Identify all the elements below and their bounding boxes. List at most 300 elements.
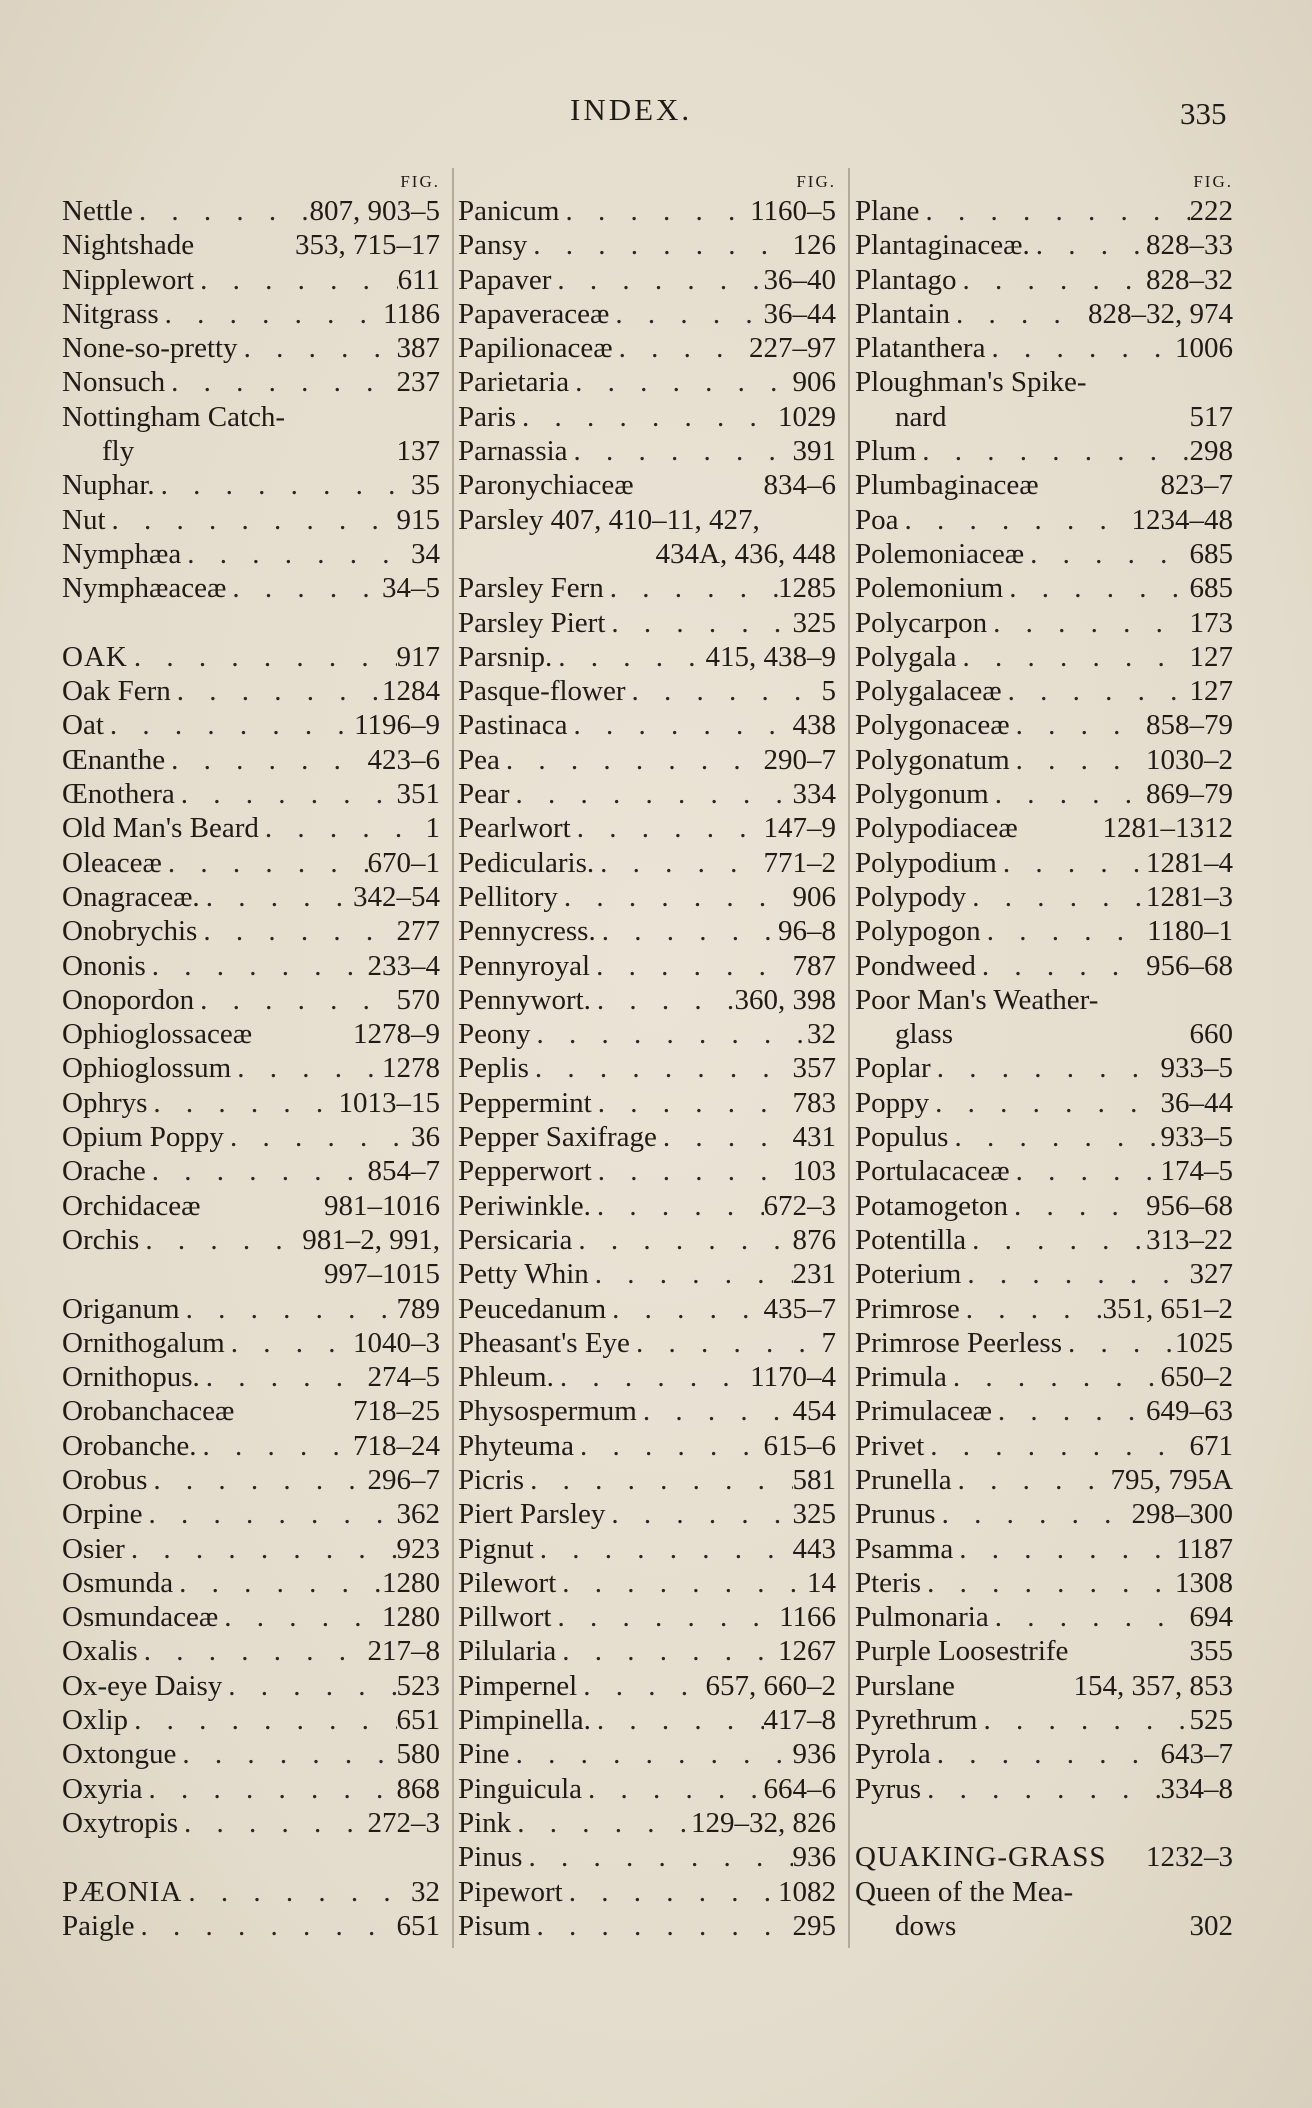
entry-term: Papaver xyxy=(458,263,552,296)
leader-dots xyxy=(1062,1326,1175,1360)
entry-term: Pilularia xyxy=(458,1635,557,1668)
leader-dots xyxy=(1030,228,1146,262)
entry-figure-refs: 272–3 xyxy=(367,1806,440,1839)
leader-dots xyxy=(226,571,382,605)
entry-figure-refs: 227–97 xyxy=(749,332,836,365)
index-entry xyxy=(62,1326,440,1360)
entry-term: Pastinaca xyxy=(458,709,568,742)
leader-dots xyxy=(238,331,397,365)
entry-figure-refs: 643–7 xyxy=(1160,1738,1233,1771)
entry-term: PÆONIA xyxy=(62,1875,183,1908)
entry-term: Oak Fern xyxy=(62,675,171,708)
index-entry xyxy=(62,400,440,434)
leader-dots xyxy=(552,640,705,674)
index-entry xyxy=(458,1223,836,1257)
index-entry xyxy=(62,880,440,914)
entry-figure-refs: 906 xyxy=(792,366,836,399)
entry-term: Poa xyxy=(855,503,899,536)
index-entry xyxy=(62,263,440,297)
entry-figure-refs: 423–6 xyxy=(367,743,440,776)
entry-term: Polygalaceæ xyxy=(855,675,1002,708)
entry-term: Nuphar. xyxy=(62,469,155,502)
entry-figure-refs: 302 xyxy=(1189,1909,1233,1942)
index-entry xyxy=(458,468,836,502)
entry-figure-refs: 828–32, 974 xyxy=(1088,297,1233,330)
entry-figure-refs: 523 xyxy=(396,1669,440,1702)
entry-term: Œnothera xyxy=(62,778,175,811)
leader-dots xyxy=(987,606,1189,640)
index-column-3 xyxy=(855,170,1233,1943)
index-entry xyxy=(458,1394,836,1428)
leader-dots xyxy=(200,1360,368,1394)
entry-figure-refs: 34 xyxy=(411,537,440,570)
entry-figure-refs: 127 xyxy=(1189,675,1233,708)
entry-term: Pear xyxy=(458,778,510,811)
entry-term: Privet xyxy=(855,1429,925,1462)
index-entry xyxy=(62,1600,440,1634)
entry-figure-refs: 858–79 xyxy=(1146,709,1233,742)
index-entry xyxy=(458,983,836,1017)
column-divider xyxy=(452,168,454,1948)
index-entry xyxy=(855,503,1233,537)
entry-figure-refs: 415, 438–9 xyxy=(705,640,836,673)
entry-term: Populus xyxy=(855,1121,949,1154)
entry-figure-refs: 36–44 xyxy=(763,297,836,330)
entry-term: Osmunda xyxy=(62,1566,174,1599)
index-entry xyxy=(62,1703,440,1737)
index-entry xyxy=(62,846,440,880)
entry-figure-refs: 1280 xyxy=(382,1601,440,1634)
entry-term: Physospermum xyxy=(458,1395,637,1428)
index-entry xyxy=(855,1017,1233,1051)
entry-figure-refs: 1278–9 xyxy=(353,1018,440,1051)
index-entry xyxy=(458,1292,836,1326)
entry-figure-refs: 34–5 xyxy=(382,572,440,605)
entry-figure-refs: 298 xyxy=(1189,435,1233,468)
entry-term: Ornithogalum xyxy=(62,1326,225,1359)
index-entry xyxy=(855,1429,1233,1463)
index-entry xyxy=(458,571,836,605)
entry-figure-refs: 917 xyxy=(396,640,440,673)
entry-figure-refs: 981–1016 xyxy=(324,1189,440,1222)
entry-figure-refs: 1186 xyxy=(383,297,440,330)
leader-dots xyxy=(609,297,763,331)
entry-figure-refs: 129–32, 826 xyxy=(691,1806,836,1839)
index-entry xyxy=(62,949,440,983)
leader-dots xyxy=(960,1292,1103,1326)
index-entry xyxy=(62,1017,440,1051)
entry-figure-refs: 351, 651–2 xyxy=(1102,1292,1233,1325)
entry-figure-refs: 274–5 xyxy=(367,1361,440,1394)
entry-term: glass xyxy=(895,1018,953,1051)
leader-dots xyxy=(556,1634,778,1668)
index-entry xyxy=(855,1463,1233,1497)
entry-figure-refs: 936 xyxy=(792,1841,836,1874)
entry-term: Pine xyxy=(458,1738,510,1771)
leader-dots xyxy=(146,949,368,983)
entry-term: Polygonum xyxy=(855,778,989,811)
entry-figure-refs: 1308 xyxy=(1175,1566,1233,1599)
index-entry xyxy=(458,1806,836,1840)
leader-dots xyxy=(534,1532,793,1566)
leader-dots xyxy=(577,1669,705,1703)
entry-term: Nottingham Catch- xyxy=(62,400,286,433)
entry-figure-refs: 933–5 xyxy=(1160,1052,1233,1085)
leader-dots xyxy=(180,1292,397,1326)
leader-dots xyxy=(916,434,1189,468)
entry-term: Pisum xyxy=(458,1909,531,1942)
index-entry xyxy=(458,537,836,571)
entry-term: Parsley 407, 410–11, 427, xyxy=(458,503,760,536)
entry-term: Oat xyxy=(62,709,104,742)
entry-term: Poppy xyxy=(855,1086,930,1119)
entry-term: nard xyxy=(895,400,947,433)
entry-term: Parietaria xyxy=(458,366,570,399)
entry-figure-refs: 906 xyxy=(792,880,836,913)
leader-dots xyxy=(606,1292,763,1326)
entry-term: Panicum xyxy=(458,195,560,227)
entry-figure-refs: 233–4 xyxy=(367,949,440,982)
entry-term: Old Man's Beard xyxy=(62,812,259,845)
entry-term: Prunella xyxy=(855,1463,952,1496)
entry-figure-refs: 174–5 xyxy=(1160,1155,1233,1188)
entry-term: Polemoniaceæ xyxy=(855,537,1025,570)
entry-figure-refs: 694 xyxy=(1189,1601,1233,1634)
entry-figure-refs: 611 xyxy=(397,263,440,296)
entry-term: Pyrus xyxy=(855,1772,922,1805)
entry-term: Oxtongue xyxy=(62,1738,177,1771)
entry-term: Pimpinella. xyxy=(458,1704,591,1737)
entry-figure-refs: 334–8 xyxy=(1160,1772,1233,1805)
leader-dots xyxy=(605,606,792,640)
index-entry xyxy=(855,1600,1233,1634)
entry-term: Onopordon xyxy=(62,983,195,1016)
entry-term: None-so-pretty xyxy=(62,332,238,365)
leader-dots xyxy=(551,263,763,297)
entry-figure-refs: 1284 xyxy=(382,675,440,708)
index-entry xyxy=(855,777,1233,811)
index-entry xyxy=(458,1257,836,1291)
index-entry xyxy=(62,1634,440,1668)
entry-figure-refs: 36 xyxy=(411,1121,440,1154)
index-entry xyxy=(458,846,836,880)
index-entry xyxy=(855,365,1233,399)
entry-figure-refs: 1 xyxy=(425,812,440,845)
leader-dots xyxy=(175,777,397,811)
index-entry xyxy=(855,606,1233,640)
index-entry xyxy=(855,1360,1233,1394)
entry-figure-refs: 14 xyxy=(807,1566,836,1599)
entry-figure-refs: 154, 357, 853 xyxy=(1073,1669,1233,1702)
entry-figure-refs: 355 xyxy=(1189,1635,1233,1668)
entry-figure-refs: 1196–9 xyxy=(354,709,440,742)
entry-term: Pinguicula xyxy=(458,1772,583,1805)
entry-term: Poplar xyxy=(855,1052,931,1085)
index-entry xyxy=(458,1703,836,1737)
leader-dots xyxy=(143,1772,397,1806)
entry-figure-refs: 391 xyxy=(792,435,836,468)
leader-dots xyxy=(1010,743,1146,777)
leader-dots xyxy=(594,846,763,880)
index-entry xyxy=(855,1532,1233,1566)
entry-figure-refs: 313–22 xyxy=(1146,1223,1233,1256)
index-entry xyxy=(62,1429,440,1463)
entry-term: Parsnip. xyxy=(458,640,553,673)
index-entry xyxy=(855,914,1233,948)
leader-dots xyxy=(596,914,778,948)
entry-term: Persicaria xyxy=(458,1223,573,1256)
index-entry xyxy=(855,1497,1233,1531)
page-title: INDEX. xyxy=(570,92,693,127)
leader-dots xyxy=(1002,674,1190,708)
entry-figure-refs: 650–2 xyxy=(1160,1361,1233,1394)
leader-dots xyxy=(143,1497,397,1531)
entry-figure-refs: 1166 xyxy=(779,1601,836,1634)
index-entry xyxy=(855,194,1233,228)
index-entry xyxy=(855,1257,1233,1291)
leader-dots xyxy=(147,1463,367,1497)
index-entry xyxy=(458,1772,836,1806)
entry-term: Pennyroyal xyxy=(458,949,591,982)
leader-dots xyxy=(592,1154,793,1188)
index-entry xyxy=(62,1120,440,1154)
entry-figure-refs: 137 xyxy=(396,435,440,468)
leader-dots xyxy=(104,708,354,742)
entry-figure-refs: 325 xyxy=(792,1498,836,1531)
leader-dots xyxy=(985,331,1175,365)
entry-term: Orache xyxy=(62,1155,146,1188)
entry-figure-refs: 351 xyxy=(396,778,440,811)
entry-figure-refs: 1029 xyxy=(778,400,836,433)
leader-dots xyxy=(931,1051,1161,1085)
entry-figure-refs: 443 xyxy=(792,1532,836,1565)
entry-figure-refs: 581 xyxy=(792,1463,836,1496)
entry-term: Purslane xyxy=(855,1669,955,1702)
index-entry xyxy=(62,1463,440,1497)
index-entry xyxy=(855,228,1233,262)
entry-term: Orobus xyxy=(62,1463,148,1496)
index-entry xyxy=(62,331,440,365)
entry-figure-refs: 670–1 xyxy=(367,846,440,879)
entry-term: Oleaceæ xyxy=(62,846,162,879)
entry-term: Peplis xyxy=(458,1052,529,1085)
entry-figure-refs: 1278 xyxy=(382,1052,440,1085)
entry-figure-refs: 771–2 xyxy=(763,846,836,879)
entry-term: Primrose Peerless xyxy=(855,1326,1062,1359)
index-entry xyxy=(62,1737,440,1771)
index-entry xyxy=(855,743,1233,777)
entry-figure-refs: 517 xyxy=(1189,400,1233,433)
entry-figure-refs: 342–54 xyxy=(353,880,440,913)
leader-dots xyxy=(556,1566,807,1600)
entry-term: Purple Loosestrife xyxy=(855,1635,1069,1668)
index-entry xyxy=(62,708,440,742)
index-column-2 xyxy=(458,170,836,1943)
entry-term: Paris xyxy=(458,400,516,433)
index-entry xyxy=(62,297,440,331)
entry-term: Orpine xyxy=(62,1498,143,1531)
entry-figure-refs: 956–68 xyxy=(1146,949,1233,982)
leader-dots xyxy=(569,365,792,399)
leader-dots xyxy=(966,1223,1146,1257)
entry-figure-refs: 671 xyxy=(1189,1429,1233,1462)
entry-term: Pulmonaria xyxy=(855,1601,989,1634)
index-entry xyxy=(855,331,1233,365)
entry-term: Ophrys xyxy=(62,1086,148,1119)
index-entry xyxy=(855,1326,1233,1360)
index-entry xyxy=(62,1051,440,1085)
entry-figure-refs: 828–32 xyxy=(1146,263,1233,296)
index-entry xyxy=(855,297,1233,331)
index-entry xyxy=(62,1189,440,1223)
leader-dots xyxy=(171,674,382,708)
entry-term: Paigle xyxy=(62,1909,135,1942)
index-entry xyxy=(458,365,836,399)
leader-dots xyxy=(516,400,778,434)
index-entry xyxy=(458,1120,836,1154)
entry-figure-refs: 789 xyxy=(396,1292,440,1325)
leader-dots xyxy=(582,1772,763,1806)
entry-figure-refs: 173 xyxy=(1189,606,1233,639)
entry-term: Pedicularis. xyxy=(458,846,595,879)
entry-term: Ophioglossum xyxy=(62,1052,232,1085)
entry-figure-refs: 787 xyxy=(792,949,836,982)
entry-term: Nymphæaceæ xyxy=(62,572,227,605)
entry-term: Platanthera xyxy=(855,332,986,365)
leader-dots xyxy=(178,1806,368,1840)
entry-term: Pearlwort xyxy=(458,812,571,845)
entry-figure-refs: 96–8 xyxy=(778,915,836,948)
leader-dots xyxy=(128,1703,396,1737)
entry-figure-refs: 580 xyxy=(396,1738,440,1771)
entry-term: Osier xyxy=(62,1532,125,1565)
leader-dots xyxy=(176,1737,396,1771)
entry-figure-refs: 649–63 xyxy=(1146,1395,1233,1428)
index-entry xyxy=(855,1120,1233,1154)
index-column-1 xyxy=(62,170,440,1943)
entry-term: Potentilla xyxy=(855,1223,967,1256)
index-entry xyxy=(458,1086,836,1120)
index-entry xyxy=(62,1806,440,1840)
entry-term: Pennywort. xyxy=(458,983,591,1016)
index-entry xyxy=(458,1051,836,1085)
leader-dots xyxy=(563,1875,778,1909)
entry-figure-refs: 298–300 xyxy=(1131,1498,1233,1531)
entry-term: Opium Poppy xyxy=(62,1121,224,1154)
leader-dots xyxy=(128,640,397,674)
entry-figure-refs: 1025 xyxy=(1175,1326,1233,1359)
leader-dots xyxy=(510,1737,793,1771)
leader-dots xyxy=(568,708,793,742)
entry-figure-refs: 147–9 xyxy=(763,812,836,845)
leader-dots xyxy=(591,983,735,1017)
index-entry xyxy=(855,1703,1233,1737)
leader-dots xyxy=(529,1051,793,1085)
leader-dots xyxy=(977,1703,1189,1737)
entry-term: Papaveraceæ xyxy=(458,297,610,330)
leader-dots xyxy=(147,1086,338,1120)
leader-dots xyxy=(613,331,749,365)
index-entry xyxy=(62,1875,440,1909)
entry-term: Pilewort xyxy=(458,1566,557,1599)
entry-term: Pipewort xyxy=(458,1875,563,1908)
leader-dots xyxy=(976,949,1146,983)
index-entry xyxy=(62,537,440,571)
index-entry xyxy=(855,983,1233,1017)
index-entry xyxy=(62,1223,440,1257)
leader-dots xyxy=(931,1737,1161,1771)
leader-dots xyxy=(568,434,793,468)
leader-dots xyxy=(966,880,1146,914)
entry-term: Plantaginaceæ. xyxy=(855,229,1030,262)
entry-term: Oxyria xyxy=(62,1772,143,1805)
index-entry xyxy=(855,846,1233,880)
leader-dots xyxy=(125,1532,397,1566)
index-entry xyxy=(855,1806,1233,1840)
leader-dots xyxy=(173,1566,382,1600)
entry-figure-refs: 387 xyxy=(396,332,440,365)
entry-term: Pink xyxy=(458,1806,512,1839)
entry-term: Nipplewort xyxy=(62,263,195,296)
leader-dots xyxy=(558,880,793,914)
entry-figure-refs: 1281–4 xyxy=(1146,846,1233,879)
entry-term: Nettle xyxy=(62,195,133,227)
entry-term: Paronychiaceæ xyxy=(458,469,634,502)
index-entry xyxy=(62,1497,440,1531)
leader-dots xyxy=(921,1772,1160,1806)
entry-term: Piert Parsley xyxy=(458,1498,606,1531)
entry-figure-refs: 325 xyxy=(792,606,836,639)
entry-term: Ornithopus. xyxy=(62,1361,200,1394)
leader-dots xyxy=(936,1497,1132,1531)
leader-dots xyxy=(948,1120,1160,1154)
index-entry xyxy=(458,1566,836,1600)
entry-figure-refs: 570 xyxy=(396,983,440,1016)
index-entry xyxy=(458,1840,836,1874)
entry-figure-refs: 981–2, 991, xyxy=(302,1223,440,1256)
entry-term: Pondweed xyxy=(855,949,976,982)
entry-figure-refs: 834–6 xyxy=(763,469,836,502)
leader-dots xyxy=(957,263,1147,297)
entry-term: Polycarpon xyxy=(855,606,988,639)
index-entry xyxy=(458,1326,836,1360)
entry-figure-refs: 357 xyxy=(792,1052,836,1085)
entry-figure-refs: 615–6 xyxy=(763,1429,836,1462)
leader-dots xyxy=(500,743,764,777)
index-entry xyxy=(62,1154,440,1188)
leader-dots xyxy=(133,194,310,228)
entry-term: Portulacaceæ xyxy=(855,1155,1010,1188)
index-entry xyxy=(855,1189,1233,1223)
entry-figure-refs: 353, 715–17 xyxy=(295,229,440,262)
index-entry xyxy=(458,1634,836,1668)
entry-term: Œnanthe xyxy=(62,743,166,776)
index-entry xyxy=(458,1154,836,1188)
index-entry xyxy=(62,503,440,537)
index-entry xyxy=(855,1772,1233,1806)
leader-dots xyxy=(146,1154,368,1188)
index-entry xyxy=(62,743,440,777)
entry-figure-refs: 434A, 436, 448 xyxy=(655,537,836,570)
leader-dots xyxy=(560,194,751,228)
leader-dots xyxy=(961,1257,1189,1291)
leader-dots xyxy=(592,1086,793,1120)
entry-figure-refs: 1180–1 xyxy=(1147,915,1233,948)
entry-term: Phleum. xyxy=(458,1361,554,1394)
entry-figure-refs: 664–6 xyxy=(763,1772,836,1805)
index-entry xyxy=(62,1772,440,1806)
leader-dots xyxy=(589,1257,793,1291)
